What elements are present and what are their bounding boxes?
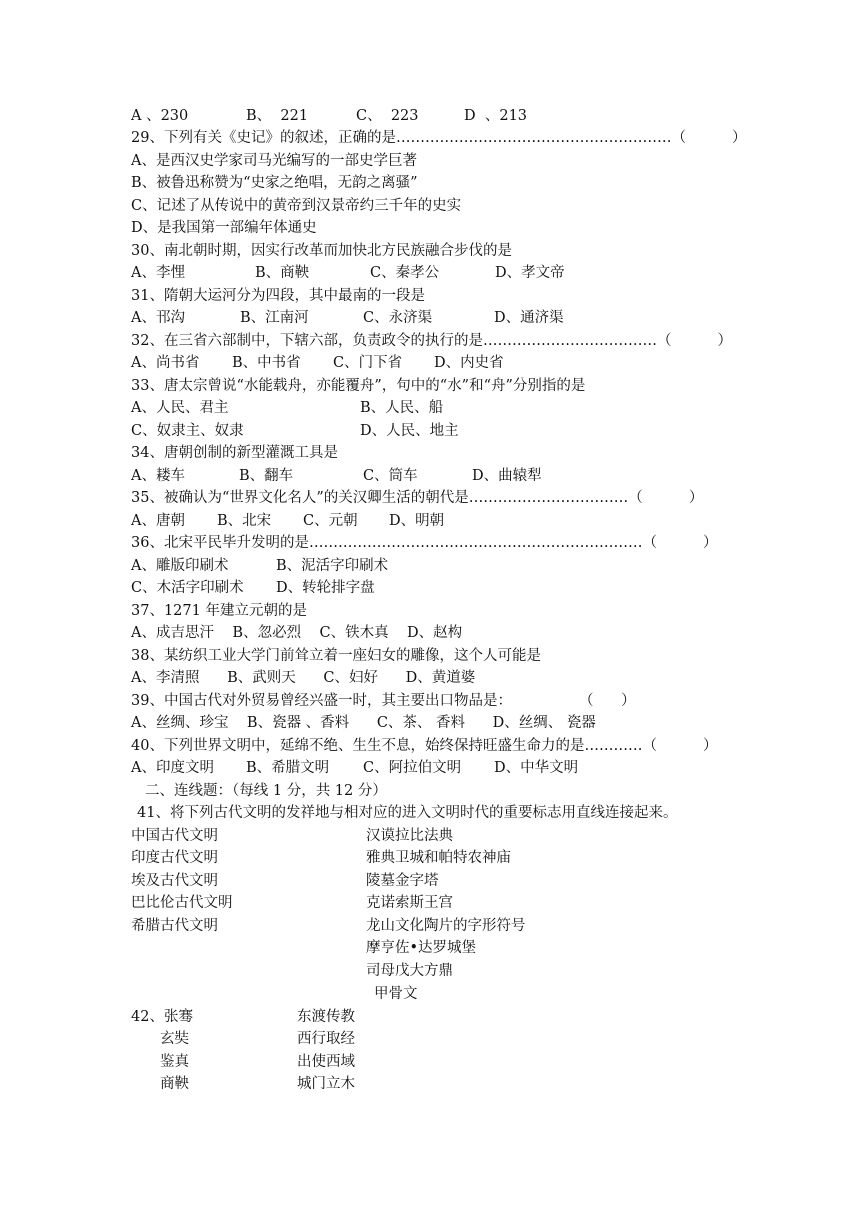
q32-stem: 32、在三省六部制中，下辖六部，负责政令的执行的是………………………………（ ）: [131, 333, 733, 349]
q40-option-a: A、印度文明: [131, 760, 214, 776]
q41-stem: 41、将下列古代文明的发祥地与相对应的进入文明时代的重要标志用直线连接起来。: [137, 805, 678, 821]
q41-right-item: 摩亨佐•达罗城堡: [366, 940, 477, 956]
q42-right-item: 东渡传教: [297, 1009, 355, 1025]
q41-left-item: 埃及古代文明: [131, 873, 218, 889]
q41-left-item: 印度古代文明: [131, 850, 218, 866]
q35-option-b: B、北宋: [217, 513, 272, 529]
q32-option-b: B、中书省: [232, 355, 301, 371]
q29-option-b: B、被鲁迅称赞为“史家之绝唱，无韵之离骚”: [131, 175, 418, 191]
q36-option-c: C、木活字印刷术: [131, 580, 244, 596]
q34-stem: 34、唐朝创制的新型灌溉工具是: [131, 445, 338, 461]
q39-stem: 39、中国古代对外贸易曾经兴盛一时，其主要出口物品是：: [131, 693, 512, 709]
q34-option-b: B、翻车: [239, 468, 294, 484]
q33-option-b: B、人民、船: [360, 400, 444, 416]
q41-right-item: 陵墓金字塔: [366, 873, 439, 889]
q38-stem: 38、某纺织工业大学门前耸立着一座妇女的雕像，这个人可能是: [131, 648, 541, 664]
q37-stem: 37、1271 年建立元朝的是: [131, 603, 307, 619]
q33-option-c: C、奴隶主、奴隶: [131, 423, 244, 439]
q31-option-d: D、通济渠: [494, 310, 564, 326]
q35-option-d: D、明朝: [389, 513, 445, 529]
q28-option-b: B、 221: [246, 108, 309, 124]
q37-options: A、成吉思汗 B、忽必烈 C、铁木真 D、赵构: [131, 625, 463, 641]
q40-option-c: C、阿拉伯文明: [363, 760, 462, 776]
q41-right-item: 甲骨文: [374, 986, 418, 1002]
q28-option-a: A 、230: [131, 108, 189, 124]
q41-right-item: 汉谟拉比法典: [366, 828, 453, 844]
q41-left-item: 巴比伦古代文明: [131, 895, 233, 911]
q31-stem: 31、隋朝大运河分为四段，其中最南的一段是: [131, 288, 425, 304]
q32-option-d: D、内史省: [434, 355, 504, 371]
q41-right-item: 司母戊大方鼎: [366, 963, 453, 979]
q32-option-c: C、门下省: [333, 355, 403, 371]
q39-answer-bracket: （ ）: [579, 693, 636, 709]
q34-option-a: A、耧车: [131, 468, 185, 484]
q29-option-d: D、是我国第一部编年体通史: [131, 220, 317, 236]
q29-option-c: C、记述了从传说中的黄帝到汉景帝约三千年的史实: [131, 198, 462, 214]
q35-stem: 35、被确认为“世界文化名人”的关汉卿生活的朝代是……………………………（ ）: [131, 490, 704, 506]
q42-right-item: 城门立木: [297, 1076, 355, 1092]
q30-option-c: C、秦孝公: [370, 265, 440, 281]
q40-stem: 40、下列世界文明中，延绵不绝、生生不息，始终保持旺盛生命力的是…………（ ）: [131, 738, 718, 754]
q33-stem: 33、唐太宗曾说“水能载舟，亦能覆舟”，句中的“水”和“舟”分别指的是: [131, 378, 586, 394]
q31-option-b: B、江南河: [240, 310, 309, 326]
q31-option-c: C、永济渠: [363, 310, 433, 326]
q36-stem: 36、北宋平民毕升发明的是……………………………………………………………（ ）: [131, 535, 718, 551]
q41-left-item: 希腊古代文明: [131, 918, 218, 934]
q42-right-item: 西行取经: [297, 1031, 355, 1047]
q40-option-b: B、希腊文明: [246, 760, 330, 776]
q30-option-a: A、李悝: [131, 265, 185, 281]
q38-options: A、李清照 B、武则天 C、妇好 D、黄道婆: [131, 670, 476, 686]
q30-option-d: D、孝文帝: [495, 265, 565, 281]
q32-option-a: A、尚书省: [131, 355, 200, 371]
q35-option-a: A、唐朝: [131, 513, 185, 529]
q42-left-item: 玄奘: [160, 1031, 189, 1047]
q28-option-d: D 、213: [464, 108, 528, 124]
q39-options: A、丝绸、珍宝 B、瓷器 、香料 C、茶、 香料 D、丝绸、 瓷器: [131, 715, 596, 731]
q36-option-a: A、雕版印刷术: [131, 558, 229, 574]
q36-option-b: B、泥活字印刷术: [276, 558, 389, 574]
q29-stem: 29、下列有关《史记》的叙述，正确的是…………………………………………………（ ）: [131, 130, 747, 146]
q35-option-c: C、元朝: [303, 513, 358, 529]
q34-option-d: D、曲辕犁: [472, 468, 542, 484]
q31-option-a: A、邗沟: [131, 310, 185, 326]
section-heading: 二、连线题：（每线 1 分，共 12 分）: [145, 783, 387, 799]
q42-right-item: 出使西域: [297, 1054, 355, 1070]
q30-stem: 30、南北朝时期，因实行改革而加快北方民族融合步伐的是: [131, 243, 512, 259]
q33-option-d: D、人民、地主: [360, 423, 459, 439]
q30-option-b: B、商鞅: [255, 265, 310, 281]
q41-right-item: 克诺索斯王宫: [366, 895, 453, 911]
q42-left-item: 商鞅: [160, 1076, 189, 1092]
q36-option-d: D、转轮排字盘: [276, 580, 375, 596]
q40-option-d: D、中华文明: [494, 760, 579, 776]
q42-left-item: 42、张骞: [131, 1009, 193, 1025]
q28-option-c: C、 223: [356, 108, 419, 124]
q29-option-a: A、是西汉史学家司马光编写的一部史学巨著: [131, 153, 417, 169]
q33-option-a: A、人民、君主: [131, 400, 229, 416]
q42-left-item: 鉴真: [160, 1054, 189, 1070]
q41-right-item: 龙山文化陶片的字形符号: [366, 918, 526, 934]
q41-right-item: 雅典卫城和帕特农神庙: [366, 850, 511, 866]
q34-option-c: C、筒车: [363, 468, 418, 484]
q41-left-item: 中国古代文明: [131, 828, 218, 844]
